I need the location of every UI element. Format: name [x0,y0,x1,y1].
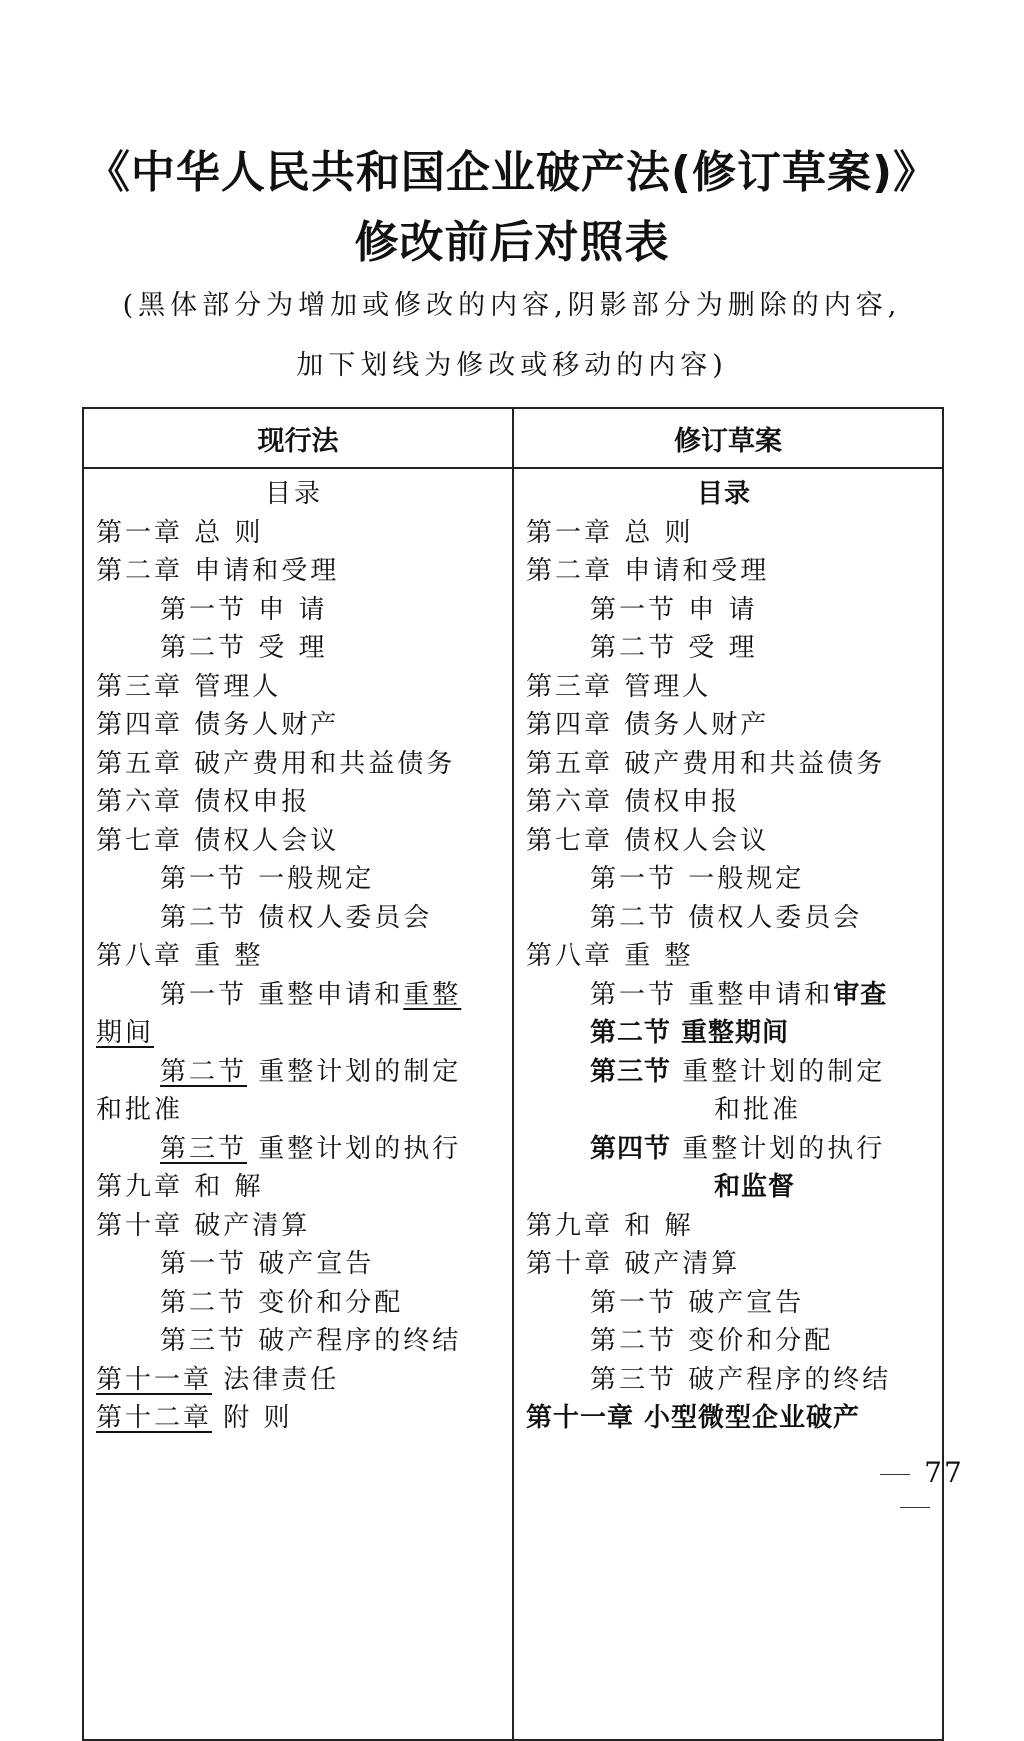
toc-entry: 第九章 和 解 [526,1210,694,1241]
toc-entry [514,1130,942,1169]
toc-entry: 第二章 申请和受理 [96,556,340,586]
page-number [840,1456,990,1522]
toc-entry: 第五章 破产费用和共益债务 [526,748,886,779]
toc-entry: 第二节 变价和分配 [590,1326,834,1356]
legend-note-line-1: (黑体部分为增加或修改的内容,阴影部分为删除的内容, [122,290,902,321]
toc-entry-continued [84,1014,512,1053]
toc-entry-continued-added: 和监督 [714,1172,796,1202]
toc-entry: 第一节 申 请 [160,594,328,625]
header-draft-revision: 修订草案 [513,408,943,468]
toc-entry: 第一节 一般规定 [590,864,805,894]
bold-added-text: 第四节 [590,1133,672,1164]
toc-entry-text: 附 则 [212,1403,293,1433]
toc-entry: 第七章 债权人会议 [96,825,340,856]
toc-entry-text: 重整计划的执行 [247,1133,462,1164]
dash-right [900,1507,930,1508]
toc-entry [84,1053,512,1092]
toc-entry: 第九章 和 解 [96,1172,264,1202]
toc-entry [84,1399,512,1438]
bold-added-text: 第三节 [590,1056,672,1087]
underlined-text: 第十一章 [96,1364,213,1395]
toc-entry: 第二节 受 理 [590,633,758,663]
toc-entry-text: 重整计划的执行 [671,1133,886,1164]
toc-entry: 第四章 债务人财产 [96,710,340,740]
toc-entry: 第二节 债权人委员会 [590,902,863,933]
underlined-text: 期间 [96,1018,155,1048]
draft-revision-column [513,468,943,1740]
toc-entry: 第二节 变价和分配 [160,1287,404,1318]
dash-left [880,1474,910,1475]
toc-entry-continued: 和批准 [96,1095,184,1125]
toc-entry [84,1130,512,1169]
toc-entry: 第二章 申请和受理 [526,556,770,586]
toc-entry: 第三节 破产程序的终结 [160,1326,462,1356]
toc-entry-added: 第二节 重整期间 [590,1018,790,1048]
toc-heading: 目录 [264,479,323,509]
toc-entry: 第八章 重 整 [96,941,264,971]
toc-entry: 第四章 债务人财产 [526,710,770,740]
underlined-text: 第十二章 [96,1403,213,1433]
toc-entry: 第二节 债权人委员会 [160,902,433,933]
document-title: 《中华人民共和国企业破产法(修订草案)》 [85,147,939,198]
toc-entry: 第三章 管理人 [96,671,282,702]
toc-entry: 第三节 破产程序的终结 [590,1364,892,1395]
toc-entry: 第十章 破产清算 [526,1249,741,1279]
toc-entry [84,976,512,1015]
header-current-law: 现行法 [83,408,513,468]
underlined-text: 第二节 [160,1056,248,1087]
toc-entry-text: 第一节 重整申请和 [160,979,404,1010]
document-subtitle: 修改前后对照表 [354,217,670,268]
toc-entry: 第六章 债权申报 [526,787,741,817]
toc-entry [514,976,942,1015]
toc-entry: 第一节 一般规定 [160,864,375,894]
toc-entry: 第一节 破产宣告 [160,1249,375,1279]
toc-entry: 第五章 破产费用和共益债务 [96,748,456,779]
toc-entry: 第八章 重 整 [526,941,694,971]
toc-entry [84,1361,512,1400]
toc-entry-text: 重整计划的制定 [247,1056,462,1087]
toc-entry-text: 第一节 重整申请和 [590,979,834,1010]
toc-entry-text: 重整计划的制定 [671,1056,886,1087]
toc-entry: 第六章 债权申报 [96,787,311,817]
comparison-table [82,407,944,1741]
toc-entry: 第一章 总 则 [96,517,264,548]
legend-note-line-2: 加下划线为修改或移动的内容) [296,350,728,381]
page-number-text: 77 [924,1456,964,1489]
toc-entry: 第七章 债权人会议 [526,825,770,856]
toc-entry: 第十章 破产清算 [96,1210,311,1241]
underlined-text: 第三节 [160,1133,248,1164]
underlined-text: 重整 [403,979,462,1010]
toc-entry-text: 法律责任 [212,1364,340,1395]
toc-entry: 第二节 受 理 [160,633,328,663]
bold-added-text: 审查 [833,979,888,1010]
toc-entry-continued: 和批准 [714,1095,802,1125]
toc-entry [514,1053,942,1092]
toc-heading: 目录 [696,479,751,509]
toc-entry: 第一节 破产宣告 [590,1287,805,1318]
toc-entry: 第三章 管理人 [526,671,712,702]
toc-entry: 第一节 申 请 [590,594,758,625]
current-law-column [83,468,513,1740]
toc-entry-added: 第十一章 小型微型企业破产 [526,1403,861,1433]
toc-entry: 第一章 总 则 [526,517,694,548]
